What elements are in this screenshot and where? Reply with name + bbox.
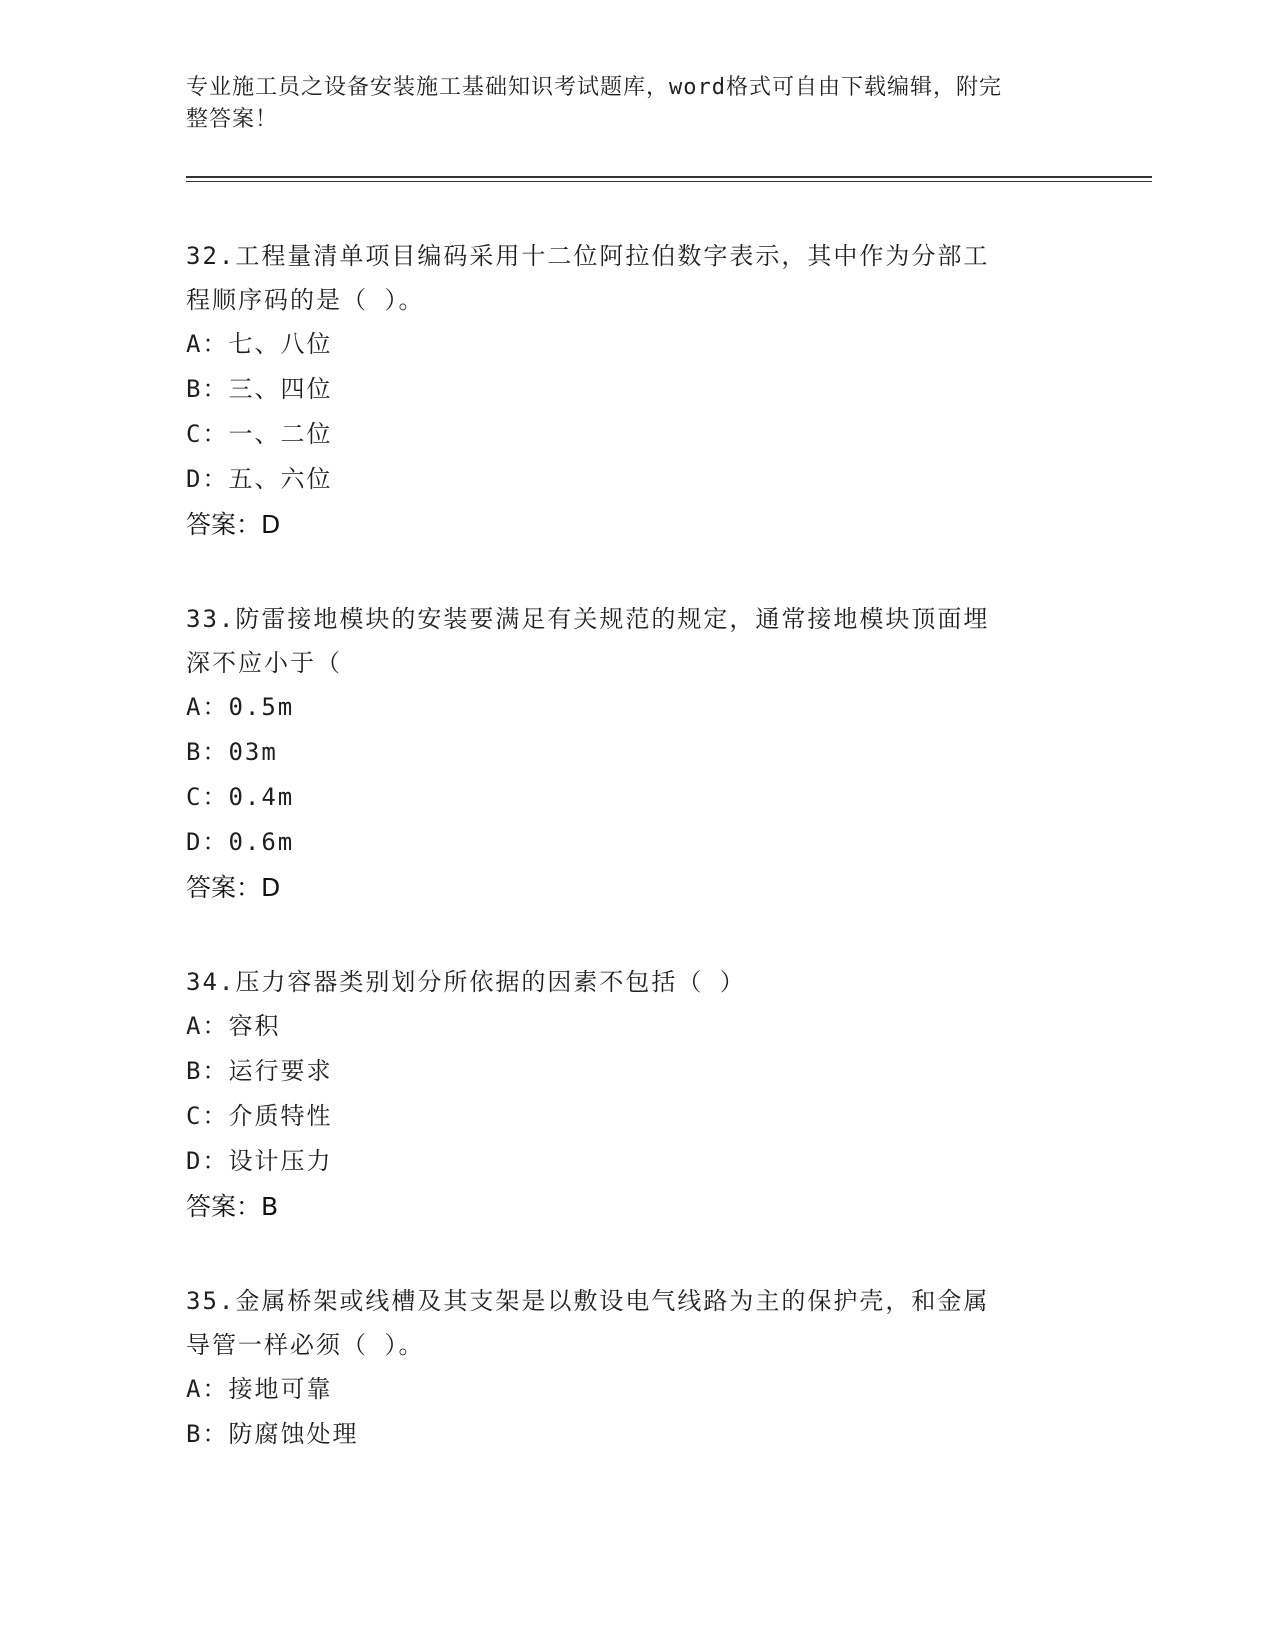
- answer: 答案：B: [186, 1192, 279, 1221]
- option-d: D：设计压力: [186, 1147, 333, 1175]
- option-c: C：0.4m: [186, 783, 295, 811]
- answer: 答案：D: [186, 510, 281, 539]
- question-stem: [186, 960, 1066, 1004]
- question-stem-line-2: 程顺序码的是（ ）。: [186, 286, 425, 314]
- question-32: [186, 234, 1066, 547]
- option-b: B：防腐蚀处理: [186, 1420, 359, 1448]
- question-stem-line-1: 35.金属桥架或线槽及其支架是以敷设电气线路为主的保护壳，和金属: [186, 1287, 990, 1315]
- question-stem-line-2: 深不应小于（: [186, 649, 342, 677]
- option-a: A：0.5m: [186, 693, 295, 721]
- answer: 答案：D: [186, 873, 281, 902]
- question-stem: [186, 597, 1066, 685]
- question-34: [186, 960, 1066, 1229]
- question-stem-line-1: 34.压力容器类别划分所依据的因素不包括（ ）: [186, 968, 746, 996]
- option-d: D：五、六位: [186, 465, 333, 493]
- option-a: A：七、八位: [186, 330, 333, 358]
- option-b: B：03m: [186, 738, 278, 766]
- header-line-1: 专业施工员之设备安装施工基础知识考试题库，word格式可自由下载编辑，附完: [186, 75, 1002, 100]
- question-stem-line-1: 32.工程量清单项目编码采用十二位阿拉伯数字表示，其中作为分部工: [186, 242, 990, 270]
- option-d: D：0.6m: [186, 828, 295, 856]
- option-a: A：容积: [186, 1012, 281, 1040]
- header-line-2: 整答案！: [186, 107, 279, 132]
- question-stem: [186, 234, 1066, 322]
- option-a: A：接地可靠: [186, 1375, 333, 1403]
- question-35: [186, 1279, 1066, 1457]
- question-stem: [186, 1279, 1066, 1367]
- option-b: B：运行要求: [186, 1057, 333, 1085]
- header-divider-bottom: [186, 181, 1152, 182]
- document-header: [186, 72, 1066, 136]
- question-33: [186, 597, 1066, 910]
- option-c: C：一、二位: [186, 420, 333, 448]
- question-stem-line-1: 33.防雷接地模块的安装要满足有关规范的规定，通常接地模块顶面埋: [186, 605, 990, 633]
- option-b: B：三、四位: [186, 375, 333, 403]
- option-c: C：介质特性: [186, 1102, 333, 1130]
- header-divider-top: [186, 176, 1152, 178]
- question-stem-line-2: 导管一样必须（ ）。: [186, 1331, 425, 1359]
